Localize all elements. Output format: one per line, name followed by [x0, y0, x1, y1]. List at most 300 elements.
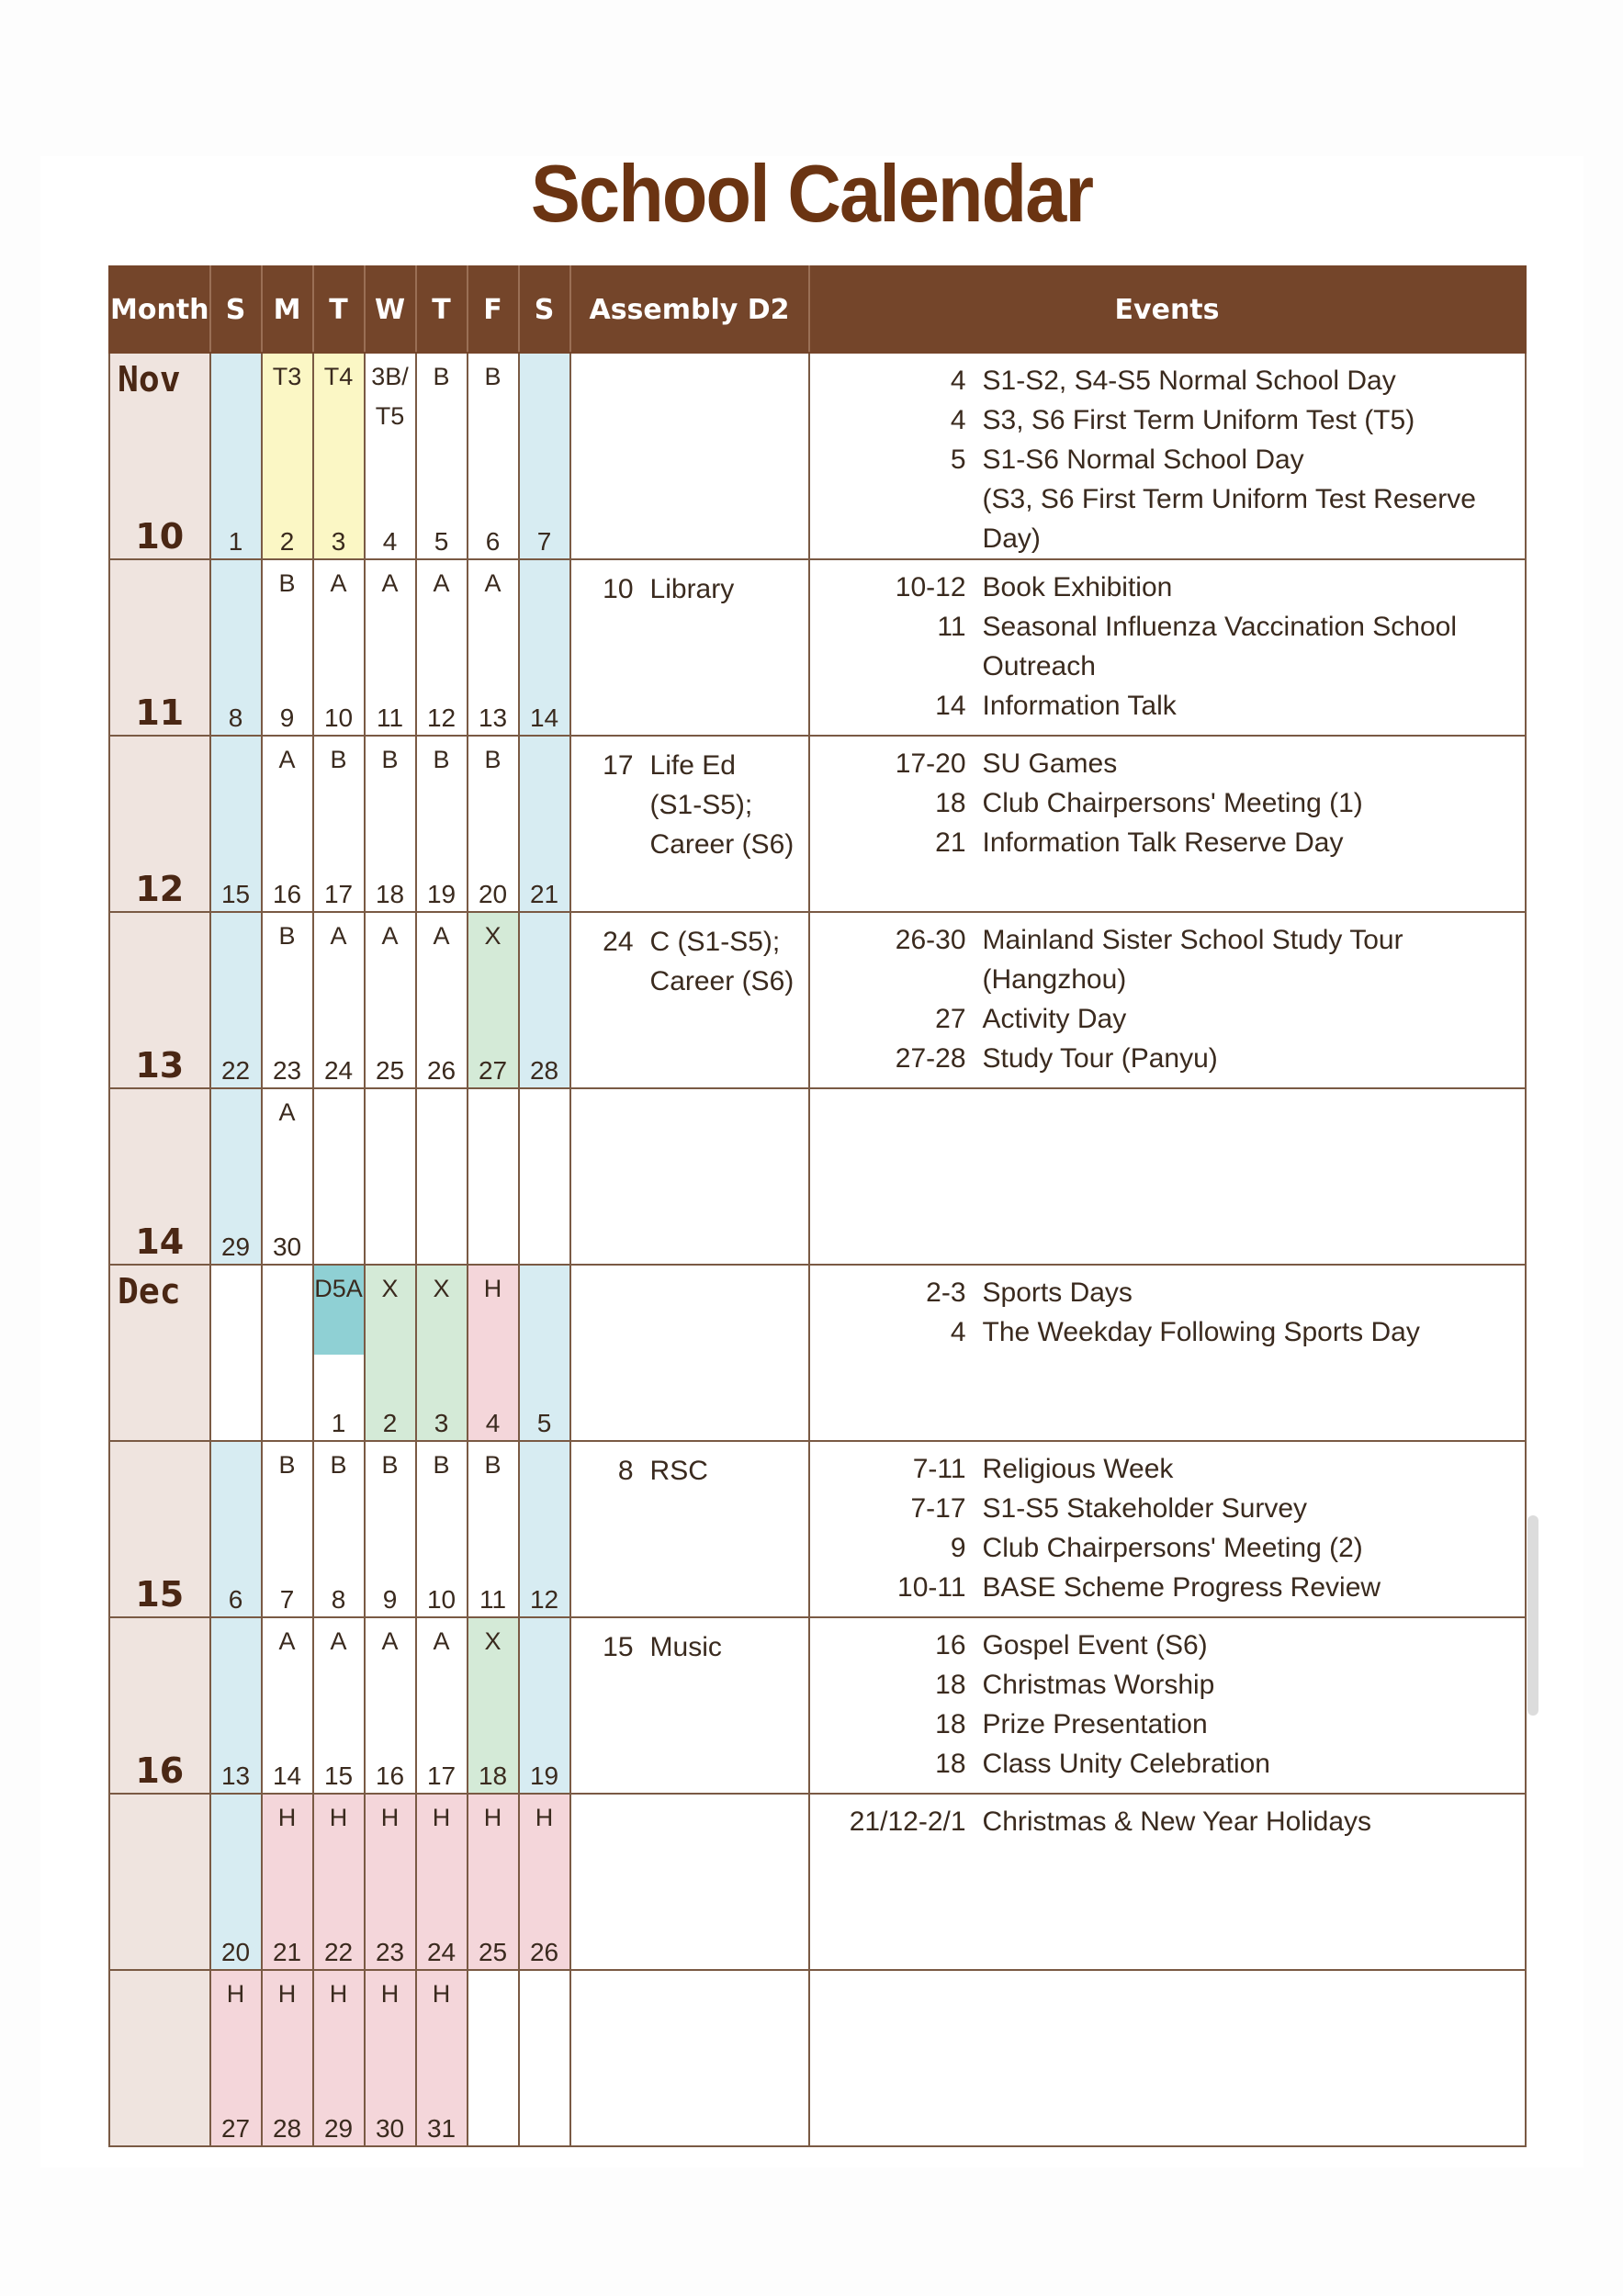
event-entry: [810, 1744, 1525, 1784]
day-number: 29: [323, 2114, 354, 2143]
day-code: H: [226, 1980, 245, 2008]
day-number: 22: [323, 1938, 354, 1966]
day-number: 22: [220, 1056, 251, 1085]
event-text: Information Talk: [982, 691, 1177, 721]
day-number: 2: [382, 1409, 398, 1437]
day-cell: [468, 912, 519, 1088]
event-entry: [810, 1626, 1525, 1665]
event-date: 10-12: [895, 572, 966, 602]
day-number: 10: [426, 1585, 456, 1614]
week-number: 16: [135, 1750, 185, 1791]
day-number: 26: [529, 1938, 559, 1966]
day-cell: [313, 1617, 365, 1794]
event-entry: [810, 607, 1525, 686]
day-cell: [365, 736, 416, 912]
events-cell: [809, 1441, 1526, 1617]
day-code: H: [483, 1804, 502, 1831]
events-cell: [809, 736, 1526, 912]
day-code: A: [433, 922, 450, 950]
day-code: B: [330, 746, 347, 773]
event-text: Information Talk Reserve Day: [982, 827, 1344, 858]
event-date: 21/12-2/1: [849, 1806, 966, 1837]
day-code: B: [484, 1451, 502, 1479]
day-code: H: [535, 1804, 554, 1831]
day-cell: [519, 1265, 570, 1441]
day-number: 21: [529, 880, 559, 908]
event-text: Book Exhibition: [982, 572, 1173, 602]
day-number: 25: [478, 1938, 508, 1966]
day-code: H: [380, 1804, 400, 1831]
day-code: A: [330, 1627, 347, 1655]
day-number: 1: [331, 1409, 346, 1437]
day-number: 18: [375, 880, 405, 908]
event-text: S1-S5 Stakeholder Survey: [982, 1493, 1308, 1524]
day-number: 13: [478, 703, 508, 732]
week-row: [109, 912, 1526, 1088]
events-cell: [809, 1794, 1526, 1970]
event-date: 16: [935, 1630, 966, 1660]
day-cell: [519, 1088, 570, 1265]
day-number: 23: [375, 1938, 405, 1966]
day-cell: [313, 1265, 365, 1441]
month-cell: [109, 353, 210, 559]
day-code: B: [484, 746, 502, 773]
event-text: Seasonal Influenza Vaccination School Outreach: [982, 612, 1457, 681]
assembly-date: 24: [603, 927, 634, 957]
event-text: S3, S6 First Term Uniform Test (T5): [982, 405, 1415, 435]
event-text: Gospel Event (S6): [982, 1630, 1208, 1660]
day-cell: [365, 1617, 416, 1794]
day-cell: [262, 1617, 313, 1794]
week-row: [109, 353, 1526, 559]
assembly-cell: [570, 559, 809, 736]
assembly-cell: [570, 912, 809, 1088]
day-cell: [313, 1794, 365, 1970]
day-number: 11: [376, 703, 404, 732]
event-entry: [810, 1312, 1525, 1352]
day-code: A: [278, 1627, 296, 1655]
day-number: 17: [323, 880, 354, 908]
day-number: 12: [529, 1585, 559, 1614]
day-cell: [365, 353, 416, 559]
day-code: B: [278, 569, 296, 597]
day-cell: [210, 559, 262, 736]
assembly-entry: [571, 560, 808, 609]
day-number: 8: [228, 703, 243, 732]
day-code: B: [381, 746, 399, 773]
day-number: 4: [485, 1409, 501, 1437]
day-cell: [519, 736, 570, 912]
day-number: 19: [529, 1761, 559, 1790]
day-code: H: [432, 1804, 451, 1831]
event-date: 27-28: [895, 1043, 966, 1074]
day-number: 24: [426, 1938, 456, 1966]
assembly-cell: [570, 353, 809, 559]
day-code: T4: [323, 363, 354, 390]
day-cell: [262, 1794, 313, 1970]
day-number: 14: [529, 703, 559, 732]
day-number: 8: [331, 1585, 346, 1614]
assembly-cell: [570, 1970, 809, 2146]
day-cell: [519, 353, 570, 559]
day-cell: [468, 1441, 519, 1617]
day-code: X: [484, 1627, 502, 1655]
event-date: 7-17: [910, 1493, 966, 1524]
day-code: A: [381, 1627, 399, 1655]
event-entry: [810, 920, 1525, 999]
event-entry: [810, 1489, 1525, 1528]
day-code: A: [330, 569, 347, 597]
event-date: 4: [950, 366, 966, 396]
event-entry: [810, 440, 1525, 558]
day-cell: [210, 1088, 262, 1265]
day-cell: [210, 912, 262, 1088]
events-cell: [809, 353, 1526, 559]
assembly-cell: [570, 1617, 809, 1794]
day-code: H: [277, 1980, 297, 2008]
month-cell: [109, 736, 210, 912]
header-events: Events: [809, 266, 1526, 353]
header-month: Month: [109, 266, 210, 353]
assembly-topic: C (S1-S5); Career (S6): [649, 927, 795, 996]
day-number: 27: [220, 2114, 251, 2143]
day-code: B: [330, 1451, 347, 1479]
event-entry: [810, 686, 1525, 726]
event-entry: [810, 744, 1525, 783]
day-cell: [210, 736, 262, 912]
day-code: A: [433, 1627, 450, 1655]
event-text: Christmas Worship: [982, 1670, 1215, 1700]
day-number: 31: [426, 2114, 456, 2143]
day-code: A: [278, 746, 296, 773]
day-cell: [262, 1088, 313, 1265]
day-number: 30: [375, 2114, 405, 2143]
day-code: B: [484, 363, 502, 390]
day-cell: [365, 1794, 416, 1970]
event-date: 9: [950, 1533, 966, 1563]
event-date: 26-30: [895, 925, 966, 955]
day-code: B: [278, 1451, 296, 1479]
day-code: H: [329, 1980, 348, 2008]
assembly-cell: [570, 736, 809, 912]
day-cell: [416, 353, 468, 559]
assembly-cell: [570, 1088, 809, 1265]
day-cell: [262, 912, 313, 1088]
event-entry: [810, 1705, 1525, 1744]
header-day: T: [313, 266, 365, 353]
assembly-cell: [570, 1265, 809, 1441]
event-date: 5: [950, 445, 966, 475]
day-cell: [468, 1088, 519, 1265]
month-cell: [109, 1617, 210, 1794]
day-code: A: [330, 922, 347, 950]
event-date: 14: [935, 691, 966, 721]
day-cell: [468, 736, 519, 912]
header-day: F: [468, 266, 519, 353]
event-entry: [810, 999, 1525, 1039]
day-cell: [416, 1441, 468, 1617]
day-code: B: [278, 922, 296, 950]
event-text: Class Unity Celebration: [982, 1749, 1270, 1779]
day-cell: [262, 1970, 313, 2146]
assembly-entry: [571, 1618, 808, 1667]
day-code: H: [380, 1980, 400, 2008]
event-entry: [810, 1528, 1525, 1568]
day-code: B: [433, 746, 450, 773]
day-cell: [416, 1265, 468, 1441]
event-text: SU Games: [982, 748, 1118, 779]
day-cell: [313, 353, 365, 559]
month-cell: [109, 1794, 210, 1970]
event-date: 27: [935, 1004, 966, 1034]
event-date: 4: [950, 1317, 966, 1347]
day-cell: [519, 1441, 570, 1617]
page-title: School Calendar: [530, 148, 1093, 239]
month-cell: [109, 1088, 210, 1265]
day-number: 28: [272, 2114, 302, 2143]
day-number: 11: [479, 1585, 507, 1614]
week-number: 10: [135, 516, 185, 557]
day-number: 3: [434, 1409, 449, 1437]
assembly-topic: Music: [649, 1632, 722, 1662]
month-cell: [109, 1265, 210, 1441]
day-number: 15: [220, 880, 251, 908]
day-number: 16: [272, 880, 302, 908]
day-code: X: [484, 922, 502, 950]
day-cell: [468, 1265, 519, 1441]
day-number: 15: [323, 1761, 354, 1790]
day-code: B: [433, 1451, 450, 1479]
event-date: 10-11: [897, 1572, 966, 1603]
day-code: A: [381, 922, 399, 950]
day-cell: [210, 1617, 262, 1794]
header-day: S: [519, 266, 570, 353]
month-cell: [109, 1970, 210, 2146]
events-cell: [809, 1265, 1526, 1441]
event-date: 18: [935, 1749, 966, 1779]
day-cell: [468, 1794, 519, 1970]
day-cell: [210, 1794, 262, 1970]
event-entry: [810, 1273, 1525, 1312]
day-code: D5A: [314, 1275, 363, 1302]
month-label: Nov: [118, 359, 181, 400]
day-number: 5: [434, 527, 449, 556]
event-entry: [810, 400, 1525, 440]
day-code: B: [381, 1451, 399, 1479]
events-cell: [809, 1617, 1526, 1794]
day-code: A: [484, 569, 502, 597]
day-number: 6: [485, 527, 501, 556]
day-number: 30: [272, 1232, 302, 1261]
week-row: [109, 559, 1526, 736]
week-row: [109, 1441, 1526, 1617]
week-row: [109, 1265, 1526, 1441]
event-date: 18: [935, 1670, 966, 1700]
event-text: The Weekday Following Sports Day: [982, 1317, 1420, 1347]
event-entry: [810, 823, 1525, 862]
event-entry: [810, 1039, 1525, 1078]
week-row: [109, 1088, 1526, 1265]
day-cell: [313, 559, 365, 736]
day-cell: [468, 1617, 519, 1794]
day-cell: [519, 1794, 570, 1970]
event-date: 18: [935, 1709, 966, 1739]
assembly-topic: Library: [649, 574, 735, 604]
day-number: 18: [478, 1761, 508, 1790]
day-code: H: [432, 1980, 451, 2008]
day-number: 12: [426, 703, 456, 732]
day-cell: [365, 1441, 416, 1617]
assembly-cell: [570, 1441, 809, 1617]
assembly-date: 10: [603, 574, 634, 604]
day-number: 5: [536, 1409, 552, 1437]
event-entry: [810, 1802, 1525, 1841]
day-number: 26: [426, 1056, 456, 1085]
day-cell: [468, 1970, 519, 2146]
day-cell: [365, 1265, 416, 1441]
day-number: 24: [323, 1056, 354, 1085]
day-number: 7: [279, 1585, 295, 1614]
assembly-date: 17: [603, 750, 634, 781]
event-entry: [810, 568, 1525, 607]
assembly-date: 8: [617, 1456, 634, 1486]
events-cell: [809, 1088, 1526, 1265]
events-cell: [809, 912, 1526, 1088]
day-number: 2: [279, 527, 295, 556]
event-text: Prize Presentation: [982, 1709, 1208, 1739]
events-cell: [809, 1970, 1526, 2146]
event-date: 18: [935, 788, 966, 818]
day-number: 7: [536, 527, 552, 556]
event-entry: [810, 361, 1525, 400]
day-number: 9: [279, 703, 295, 732]
month-cell: [109, 559, 210, 736]
event-text: Club Chairpersons' Meeting (1): [982, 788, 1363, 818]
day-code: 3B/ T5: [371, 363, 409, 430]
calendar-table: [108, 265, 1527, 2147]
day-number: 27: [478, 1056, 508, 1085]
day-cell: [365, 1088, 416, 1265]
day-number: 28: [529, 1056, 559, 1085]
day-number: 16: [375, 1761, 405, 1790]
day-number: 23: [272, 1056, 302, 1085]
assembly-cell: [570, 1794, 809, 1970]
day-cell: [262, 1441, 313, 1617]
day-cell: [365, 912, 416, 1088]
day-number: 17: [426, 1761, 456, 1790]
day-cell: [365, 1970, 416, 2146]
week-row: [109, 736, 1526, 912]
day-code: X: [381, 1275, 399, 1302]
day-cell: [416, 1970, 468, 2146]
day-cell: [416, 1617, 468, 1794]
day-cell: [519, 1970, 570, 2146]
day-cell: [313, 1088, 365, 1265]
day-cell: [519, 1617, 570, 1794]
event-text: S1-S2, S4-S5 Normal School Day: [982, 366, 1396, 396]
event-text: Activity Day: [982, 1004, 1127, 1034]
day-cell: [262, 1265, 313, 1441]
week-row: [109, 1617, 1526, 1794]
event-text: Mainland Sister School Study Tour (Hangzhou): [982, 925, 1403, 995]
event-date: 4: [950, 405, 966, 435]
month-cell: [109, 1441, 210, 1617]
day-cell: [262, 559, 313, 736]
day-number: 14: [272, 1761, 302, 1790]
assembly-topic: Life Ed (S1-S5); Career (S6): [649, 750, 795, 860]
day-number: 20: [220, 1938, 251, 1966]
event-date: 2-3: [926, 1277, 966, 1308]
day-cell: [468, 353, 519, 559]
day-number: 13: [220, 1761, 251, 1790]
events-cell: [809, 559, 1526, 736]
day-cell: [262, 736, 313, 912]
event-text: Club Chairpersons' Meeting (2): [982, 1533, 1363, 1563]
day-cell: [262, 353, 313, 559]
event-text: BASE Scheme Progress Review: [982, 1572, 1381, 1603]
day-cell: [468, 559, 519, 736]
event-date: 11: [937, 612, 966, 642]
day-cell: [416, 1088, 468, 1265]
day-cell: [519, 559, 570, 736]
day-number: 4: [382, 527, 398, 556]
day-code: B: [433, 363, 450, 390]
week-number: 12: [135, 869, 185, 909]
day-cell: [519, 912, 570, 1088]
header-day: W: [365, 266, 416, 353]
day-number: 1: [228, 527, 243, 556]
day-cell: [416, 736, 468, 912]
header-row: [109, 266, 1526, 353]
event-text: Sports Days: [982, 1277, 1133, 1308]
event-date: 21: [935, 827, 966, 858]
assembly-entry: [571, 1442, 808, 1491]
day-cell: [416, 912, 468, 1088]
event-text: Christmas & New Year Holidays: [982, 1806, 1372, 1837]
day-number: 3: [331, 527, 346, 556]
day-cell: [365, 559, 416, 736]
day-number: 20: [478, 880, 508, 908]
day-number: 19: [426, 880, 456, 908]
day-code: A: [278, 1098, 296, 1126]
assembly-date: 15: [603, 1632, 634, 1662]
event-entry: [810, 1449, 1525, 1489]
day-code: T3: [272, 363, 302, 390]
day-code: A: [433, 569, 450, 597]
day-cell: [210, 1970, 262, 2146]
day-cell: [416, 1794, 468, 1970]
day-number: 6: [228, 1585, 243, 1614]
day-cell: [313, 736, 365, 912]
assembly-topic: RSC: [649, 1456, 708, 1486]
month-label: Dec: [118, 1271, 181, 1311]
week-number: 11: [135, 692, 185, 733]
event-date: 17-20: [895, 748, 966, 779]
day-cell: [210, 353, 262, 559]
header-day: S: [210, 266, 262, 353]
day-cell: [313, 1441, 365, 1617]
day-code: H: [277, 1804, 297, 1831]
scrollbar[interactable]: [1527, 1515, 1538, 1716]
day-code: X: [433, 1275, 450, 1302]
day-number: 9: [382, 1585, 398, 1614]
event-entry: [810, 783, 1525, 823]
assembly-entry: [571, 737, 808, 864]
header-assembly: Assembly D2: [570, 266, 809, 353]
week-number: 13: [135, 1045, 185, 1086]
week-row: [109, 1794, 1526, 1970]
day-cell: [210, 1441, 262, 1617]
